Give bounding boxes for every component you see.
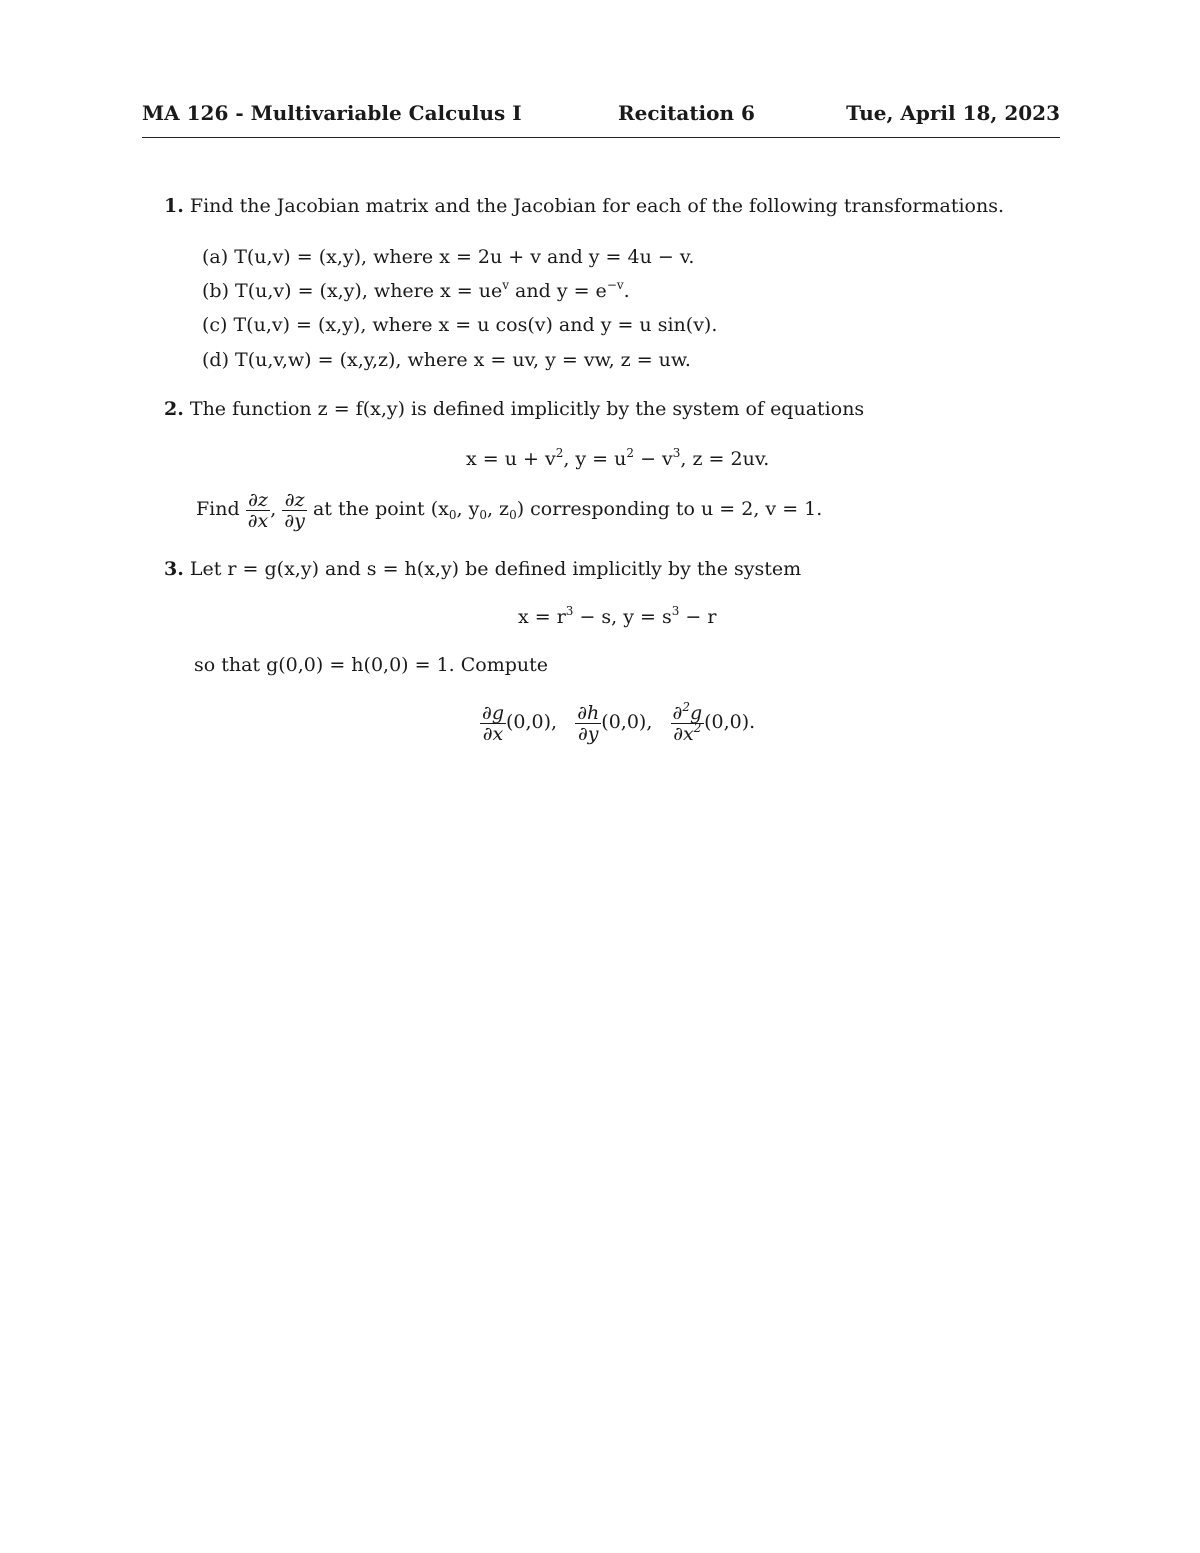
eq-sup: 3 (671, 604, 680, 618)
problem-2 (164, 396, 864, 422)
subscript: 0 (509, 508, 517, 522)
frac-num: ∂z (246, 490, 271, 511)
frac-den (671, 720, 705, 745)
problem-2-number: 2. (164, 398, 184, 420)
fraction-dz-dy (282, 490, 307, 531)
problem-3-system (518, 604, 716, 630)
problem-3-derivatives (480, 700, 755, 744)
date-label: Tue, April 18, 2023 (846, 101, 1060, 125)
problem-2-find (196, 488, 822, 531)
problem-1b-tail: and y = e (509, 280, 607, 302)
problem-3-so-that: so that g(0,0) = h(0,0) = 1. Compute (194, 654, 549, 676)
problem-1b-text: (b) T(u,v) = (x,y), where x = ue (202, 280, 503, 302)
eq-part: x = u + v (466, 448, 556, 470)
problem-1c: (c) T(u,v) = (x,y), where x = u cos(v) and y = u sin(v). (202, 314, 718, 336)
subscript: 0 (448, 508, 457, 522)
problem-1d: (d) T(u,v,w) = (x,y,z), where x = uv, y = vw, z = uw. (202, 349, 691, 371)
fraction-d2g-dx2 (671, 699, 705, 745)
eq-part: − s, y = s (573, 606, 672, 628)
problem-1 (164, 193, 1004, 219)
frac-den: ∂y (284, 509, 305, 532)
problem-1a: (a) T(u,v) = (x,y), where x = 2u + v and y = 4u − v. (202, 246, 695, 268)
find-label: Find (196, 498, 240, 520)
frac-sup: 2 (693, 720, 702, 735)
frac-num: ∂z (282, 490, 307, 511)
problem-2-text: The function z = f(x,y) is defined implicitly by the system of equations (189, 398, 865, 420)
frac-den: ∂y (577, 722, 599, 745)
problem-3 (164, 556, 801, 582)
frac-num: ∂g (482, 701, 504, 724)
fraction-dz-dx (246, 490, 271, 531)
fraction-dh-dy (575, 703, 601, 744)
header-divider (142, 137, 1060, 138)
point-text: at the point (x (312, 498, 449, 520)
eq-sup: 2 (626, 446, 635, 460)
eq-sup: 3 (672, 446, 681, 460)
problem-1b-end: . (623, 280, 630, 302)
comma: , (270, 498, 277, 520)
problem-3-text: Let r = g(x,y) and s = h(x,y) be defined implicitly by the system (189, 558, 802, 580)
point-text: , y (456, 498, 480, 520)
eq-part: , y = u (563, 448, 627, 470)
problem-1b-exp2: −v (606, 278, 624, 292)
problem-2-system (466, 446, 769, 472)
eq-sup: 3 (565, 604, 574, 618)
page-header (142, 101, 1060, 131)
course-title: MA 126 - Multivariable Calculus I (142, 101, 522, 125)
frac-den: ∂x (247, 509, 269, 532)
eq-part: − r (679, 606, 717, 628)
point-text: , z (486, 498, 510, 520)
subscript: 0 (479, 508, 487, 522)
problem-1b-exp: v (502, 278, 510, 292)
frac-num: ∂h (577, 701, 600, 724)
argument: (0,0), (601, 711, 653, 733)
frac-var: g (689, 701, 703, 724)
frac-den-text: ∂x (673, 722, 694, 745)
partial-symbol: ∂ (672, 701, 683, 724)
eq-part: x = r (518, 606, 566, 628)
problem-1-number: 1. (164, 195, 184, 217)
argument: (0,0). (704, 711, 756, 733)
problem-1b (202, 278, 630, 304)
frac-den: ∂x (482, 722, 504, 745)
frac-sup: 2 (682, 699, 690, 714)
problem-1-text: Find the Jacobian matrix and the Jacobian for each of the following transformations. (189, 195, 1004, 217)
fraction-dg-dx (480, 703, 506, 744)
eq-part: − v (634, 448, 673, 470)
eq-sup: 2 (555, 446, 564, 460)
eq-part: , z = 2uv. (680, 448, 770, 470)
argument: (0,0), (506, 711, 558, 733)
recitation-label: Recitation 6 (618, 101, 755, 125)
point-text: ) corresponding to u = 2, v = 1. (516, 498, 823, 520)
problem-3-number: 3. (164, 558, 184, 580)
